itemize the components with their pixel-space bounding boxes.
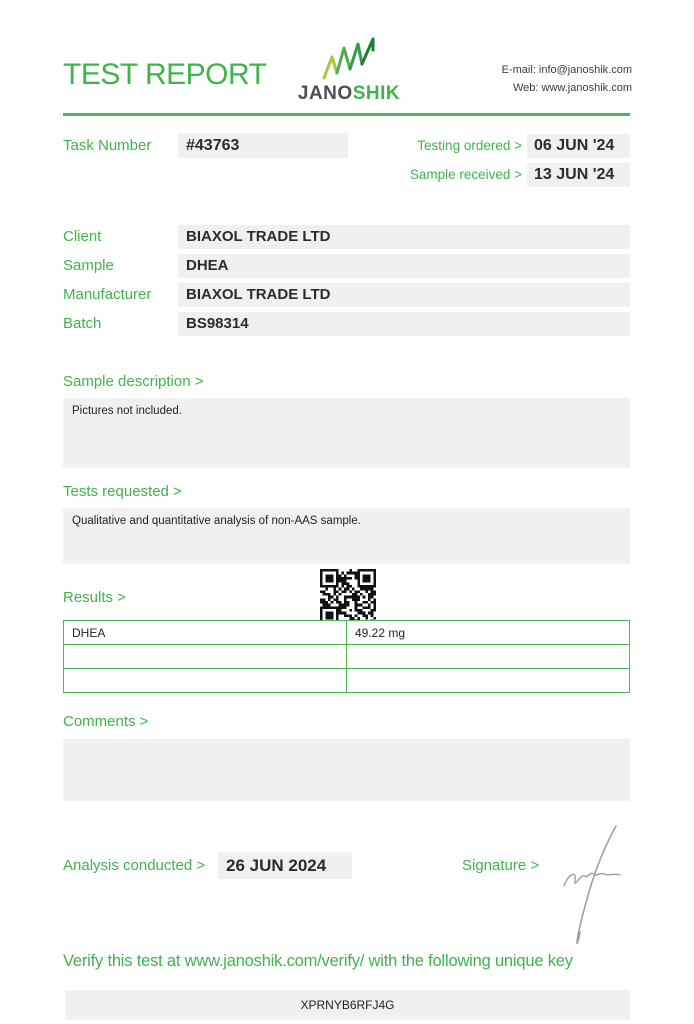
logo-text-jano: JANO <box>297 83 353 104</box>
result-value-cell <box>347 669 630 693</box>
task-number-value: #43763 <box>178 133 348 158</box>
signature-label: Signature > <box>462 857 540 874</box>
contact-block <box>502 62 632 97</box>
contact-web: Web: www.janoshik.com <box>512 81 632 94</box>
testing-ordered-label: Testing ordered > <box>417 138 522 153</box>
header-divider <box>63 113 630 116</box>
batch-label: Batch <box>63 315 102 332</box>
analysis-date-value: 26 JUN 2024 <box>218 852 352 879</box>
manufacturer-label: Manufacturer <box>63 286 152 303</box>
contact-email: E-mail: info@janoshik.com <box>501 64 632 76</box>
verify-key: XPRNYB6RFJ4G <box>65 990 630 1020</box>
page-title: TEST REPORT <box>63 58 267 91</box>
comments-label: Comments > <box>63 713 149 730</box>
tests-requested-box: Qualitative and quantitative analysis of non-AAS sample. <box>63 508 630 564</box>
manufacturer-value: BIAXOL TRADE LTD <box>178 283 630 307</box>
batch-value: BS98314 <box>178 312 630 336</box>
qr-code <box>320 569 376 625</box>
signature-image <box>552 820 630 948</box>
sample-received-value: 13 JUN '24 <box>527 163 630 187</box>
sample-description-box: Pictures not included. <box>63 398 630 468</box>
result-value-cell <box>347 645 630 669</box>
result-name-cell <box>64 645 347 669</box>
comments-box <box>63 739 630 801</box>
sample-value: DHEA <box>178 254 630 278</box>
chart-growth-icon <box>320 36 378 82</box>
result-name-cell <box>64 669 347 693</box>
sample-label: Sample <box>63 257 114 274</box>
result-name-cell: DHEA <box>64 621 347 645</box>
sample-received-label: Sample received > <box>409 167 522 182</box>
results-label: Results > <box>63 589 126 606</box>
tests-requested-label: Tests requested > <box>63 483 182 500</box>
task-number-label: Task Number <box>63 137 152 154</box>
result-value-cell: 49.22 mg <box>347 621 630 645</box>
verify-text: Verify this test at www.janoshik.com/verify/ with the following unique key <box>63 952 573 970</box>
janoshik-logo <box>295 36 403 103</box>
client-label: Client <box>63 228 102 245</box>
table-row <box>64 645 630 669</box>
logo-text-shik: SHIK <box>352 83 401 104</box>
testing-ordered-value: 06 JUN '24 <box>527 134 630 158</box>
client-value: BIAXOL TRADE LTD <box>178 225 630 249</box>
table-row <box>64 621 630 645</box>
logo-wordmark <box>295 84 403 103</box>
sample-description-label: Sample description > <box>63 373 204 390</box>
results-table <box>63 620 630 693</box>
analysis-conducted-label: Analysis conducted > <box>63 857 206 874</box>
table-row <box>64 669 630 693</box>
